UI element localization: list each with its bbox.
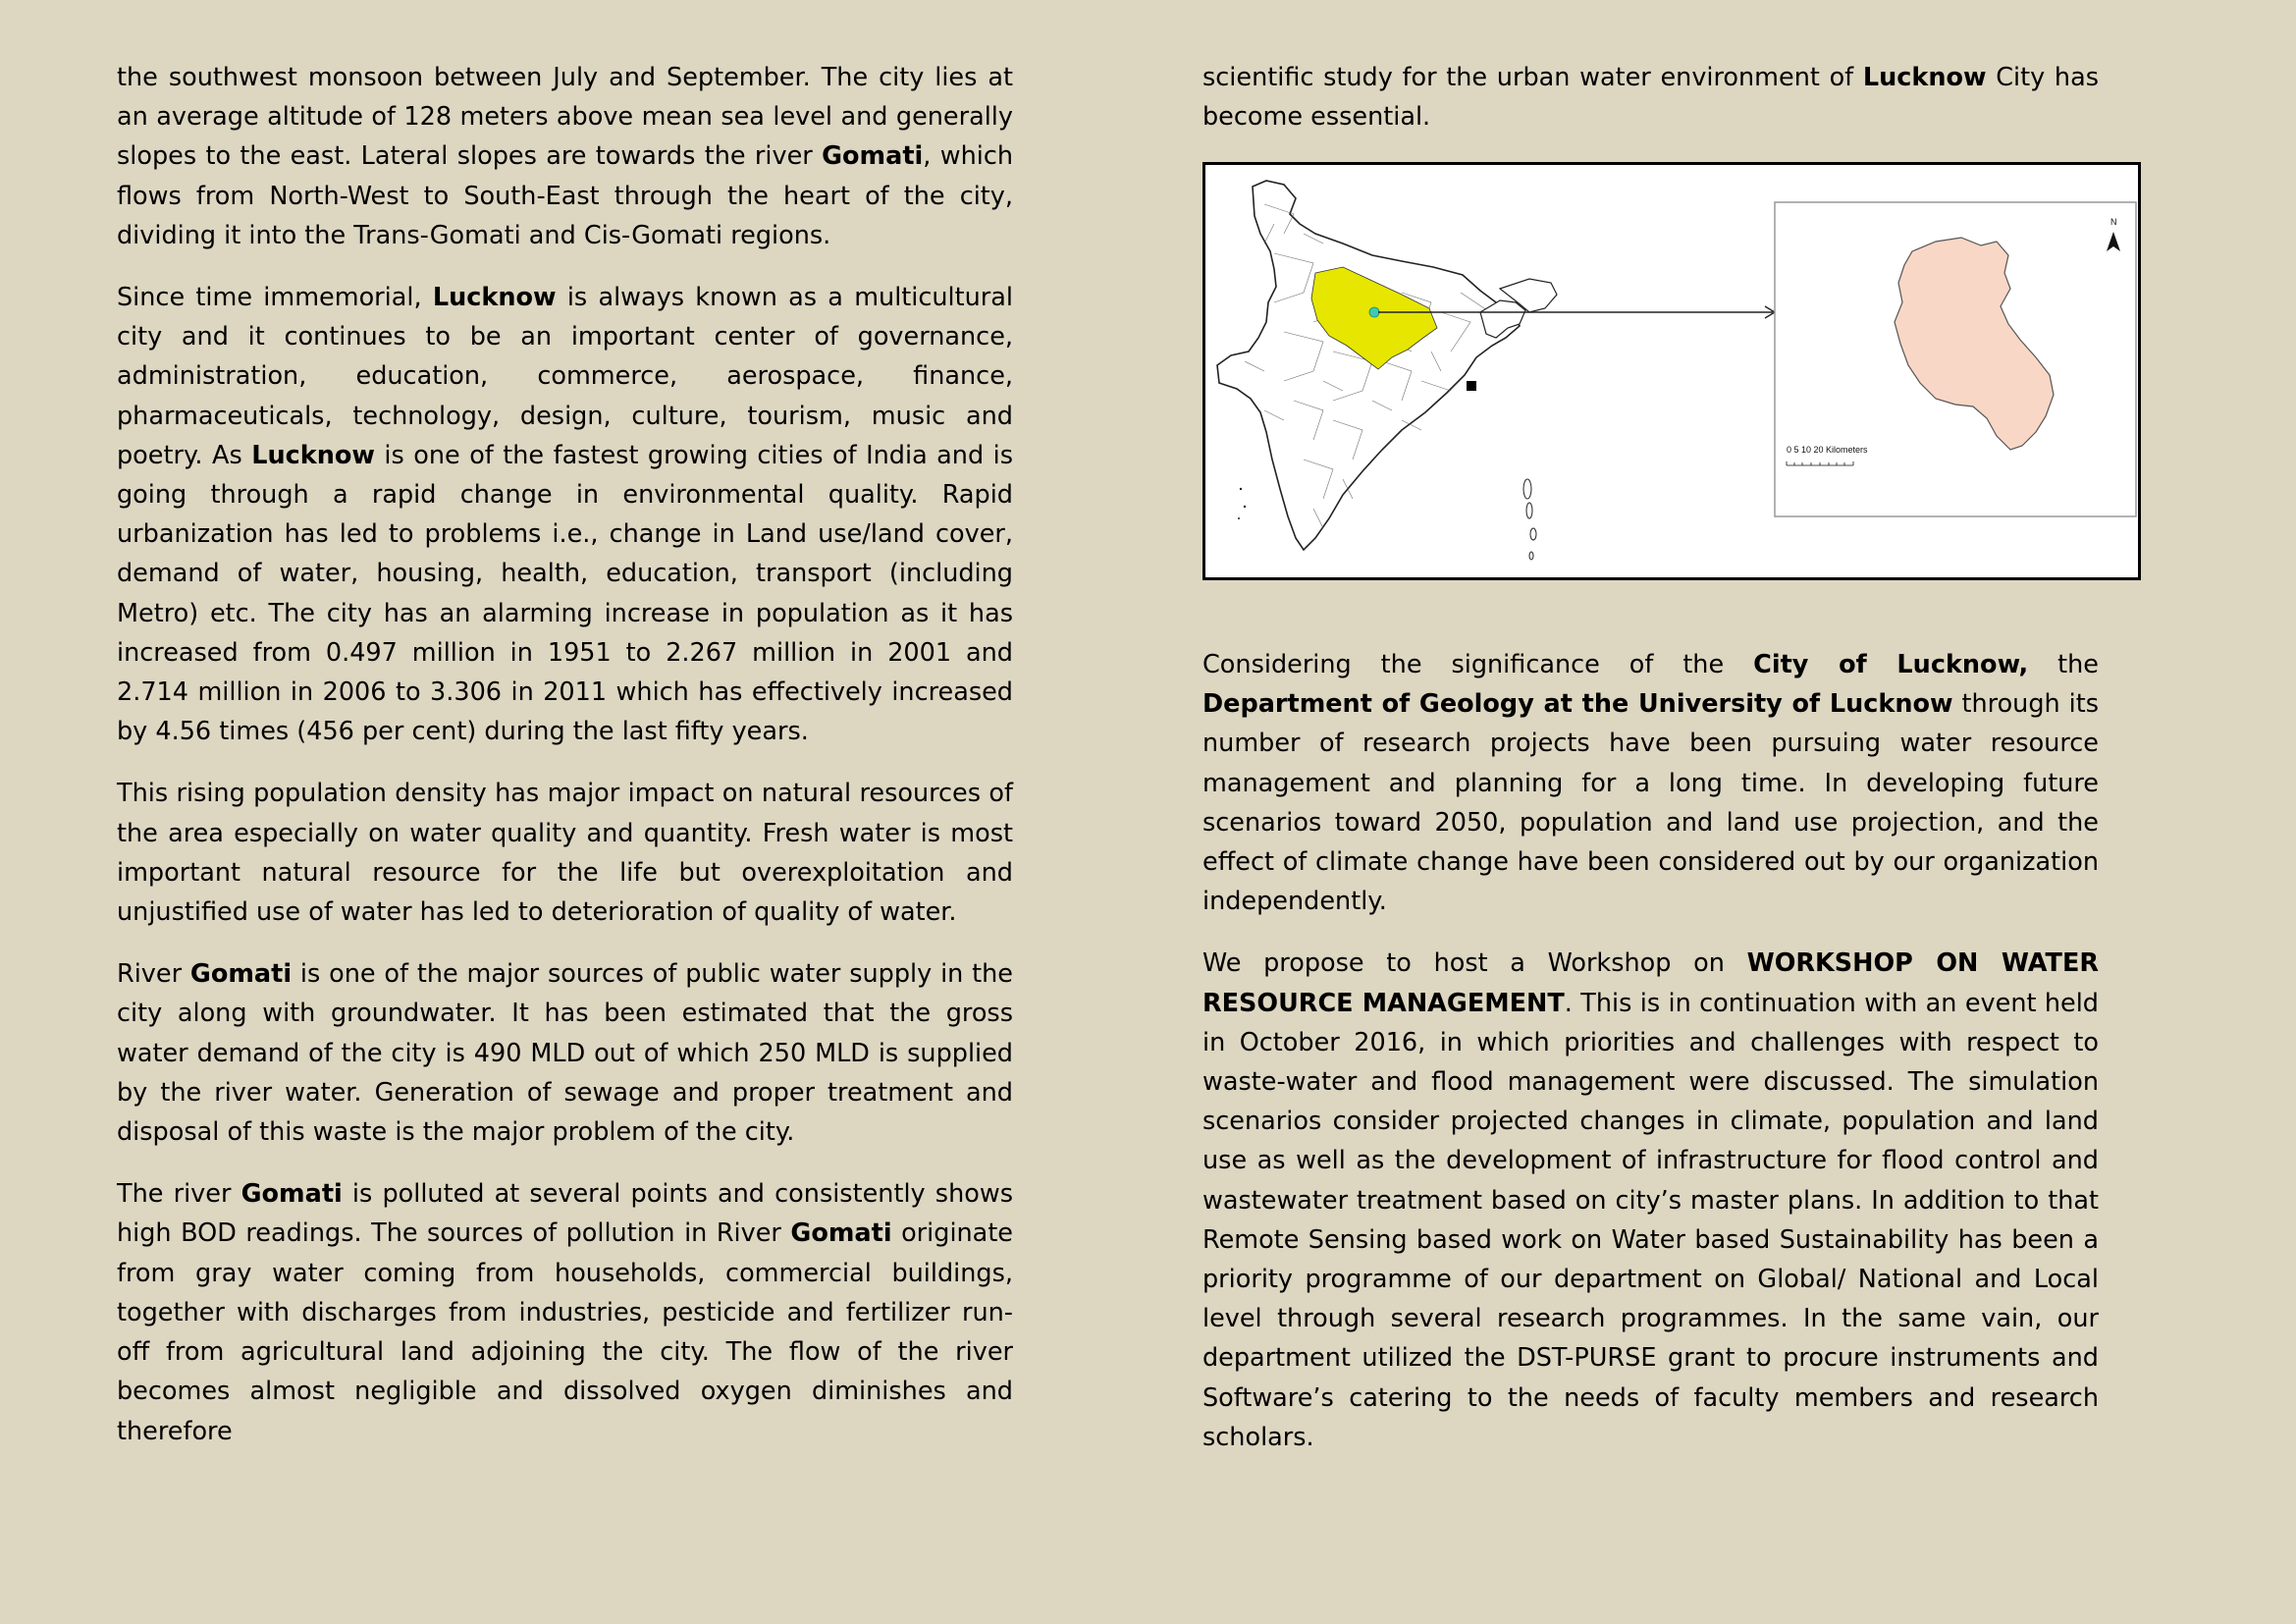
paragraph-multicultural-city (117, 278, 1013, 751)
text-run: The river (117, 1179, 241, 1210)
text-run: , which flows from North-West to South-East through the heart of the city, dividing it into the Trans-Gomati and Cis-Gomati regions. (117, 141, 1013, 250)
text-run: River (117, 959, 190, 990)
text-run: through its number of research projects have been pursuing water resource management and planning for a long time. In developing future scenarios toward 2050, population and land use projection, and the effect of climate change have been considered out by our organization independently. (1202, 689, 2099, 917)
paragraph-water-supply (117, 954, 1013, 1152)
text-run: is always known as a multicultural city and it continues to be an important center of governance, administration, education, commerce, aerospace, finance, pharmaceuticals, technology, design, culture, tourism, music and poetry. As (117, 283, 1013, 470)
text-run: City has become essential. (1202, 63, 2100, 133)
paragraph-workshop-proposal (1202, 944, 2099, 1457)
text-run: . This is in continuation with an event held in October 2016, in which priorities and challenges with respect to waste-water and flood management were discussed. The simulation scenarios consider projected changes in climate, population and land use as well as the development of infrastructure for flood control and wastewater treatment based on city’s master plans. In addition to that Remote Sensing based work on Water based Sustainability has been a priority programme of our department on Global/ National and Local level through several research programmes. In the same vain, our department utilized the DST-PURSE grant to procure instruments and Software’s catering to the needs of faculty members and research scholars. (1202, 988, 2099, 1452)
text-run: originate from gray water coming from households, commercial buildings, together with discharges from industries, pesticide and fertilizer run-off from agricultural land adjoining the city. The flow of the river becomes almost negligible and dissolved oxygen diminishes and therefore (117, 1218, 1013, 1446)
text-run: the southwest monsoon between July and September. The city lies at an average altitude of 128 meters above mean sea level and generally slopes to the east. Lateral slopes are towards the river (117, 63, 1013, 172)
bold-term-gomati: Gomati (189, 959, 293, 990)
text-run: is one of the major sources of public water supply in the city along with groundwater. It has been estimated that the gross water demand of the city is 490 MLD out of which 250 MLD is supplied by the river water. Generation of sewage and proper treatment and disposal of this waste is the major problem of the city. (117, 959, 1013, 1148)
text-run: the (2028, 650, 2099, 679)
bold-term-gomati: Gomati (822, 141, 924, 172)
bold-term-lucknow: Lucknow (251, 440, 375, 470)
location-map-svg (1205, 165, 2138, 577)
text-run: Considering the significance of the (1202, 650, 1754, 679)
lakshadweep-islands (1238, 488, 1246, 519)
text-run: scientific study for the urban water environment of (1202, 63, 1863, 92)
bold-term-lucknow: Lucknow (1862, 63, 1987, 92)
text-run: is polluted at several points and consistently shows high BOD readings. The sources of pollution in River (117, 1179, 1013, 1249)
kolkata-marker (1467, 381, 1476, 391)
right-column-top (1202, 58, 2099, 159)
bold-term-lucknow: Lucknow (432, 283, 557, 313)
bold-term-gomati: Gomati (790, 1218, 892, 1249)
text-run: Since time immemorial, (117, 283, 433, 313)
bold-term-department: Department of Geology at the University of Lucknow (1202, 689, 1953, 720)
text-run: We propose to host a Workshop on (1202, 948, 1747, 979)
scale-label: 0 5 10 20 Kilometers (1787, 445, 1868, 455)
paragraph-scientific-study (1202, 58, 2099, 136)
andaman-islands (1523, 479, 1536, 560)
right-column-bottom (1202, 645, 2099, 1480)
lucknow-district-marker (1369, 307, 1379, 317)
india-map-outline (1217, 181, 1520, 550)
bold-term-workshop-title: WORKSHOP ON WATER RESOURCE MANAGEMENT (1202, 948, 2100, 1018)
text-run: is one of the fastest growing cities of India and is going through a rapid change in environmental quality. Rapid urbanization has led to problems i.e., change in Land use/land cover, demand of water, housing, health, education, transport (including Metro) etc. The city has an alarming increase in population as it has increased from 0.497 million in 1951 to 2.267 million in 2001 and 2.714 million in 2006 to 3.306 in 2011 which has effectively increased by 4.56 times (456 per cent) during the last fifty years. (117, 440, 1013, 747)
paragraph-department-significance (1202, 645, 2099, 921)
north-label: N (2110, 217, 2117, 227)
bold-term-city-of-lucknow: City of Lucknow, (1753, 650, 2029, 679)
left-column (117, 58, 1013, 1474)
paragraph-monsoon (117, 58, 1013, 255)
paragraph-population-density: This rising population density has major impact on natural resources of the area especially on water quality and quantity. Fresh water is most important natural resource for the life but overexploitation and unjustified use of water has led to deterioration of quality of water. (117, 779, 1013, 928)
location-map-figure (1202, 162, 2141, 580)
paragraph-pollution (117, 1174, 1013, 1450)
bold-term-gomati: Gomati (240, 1179, 343, 1210)
